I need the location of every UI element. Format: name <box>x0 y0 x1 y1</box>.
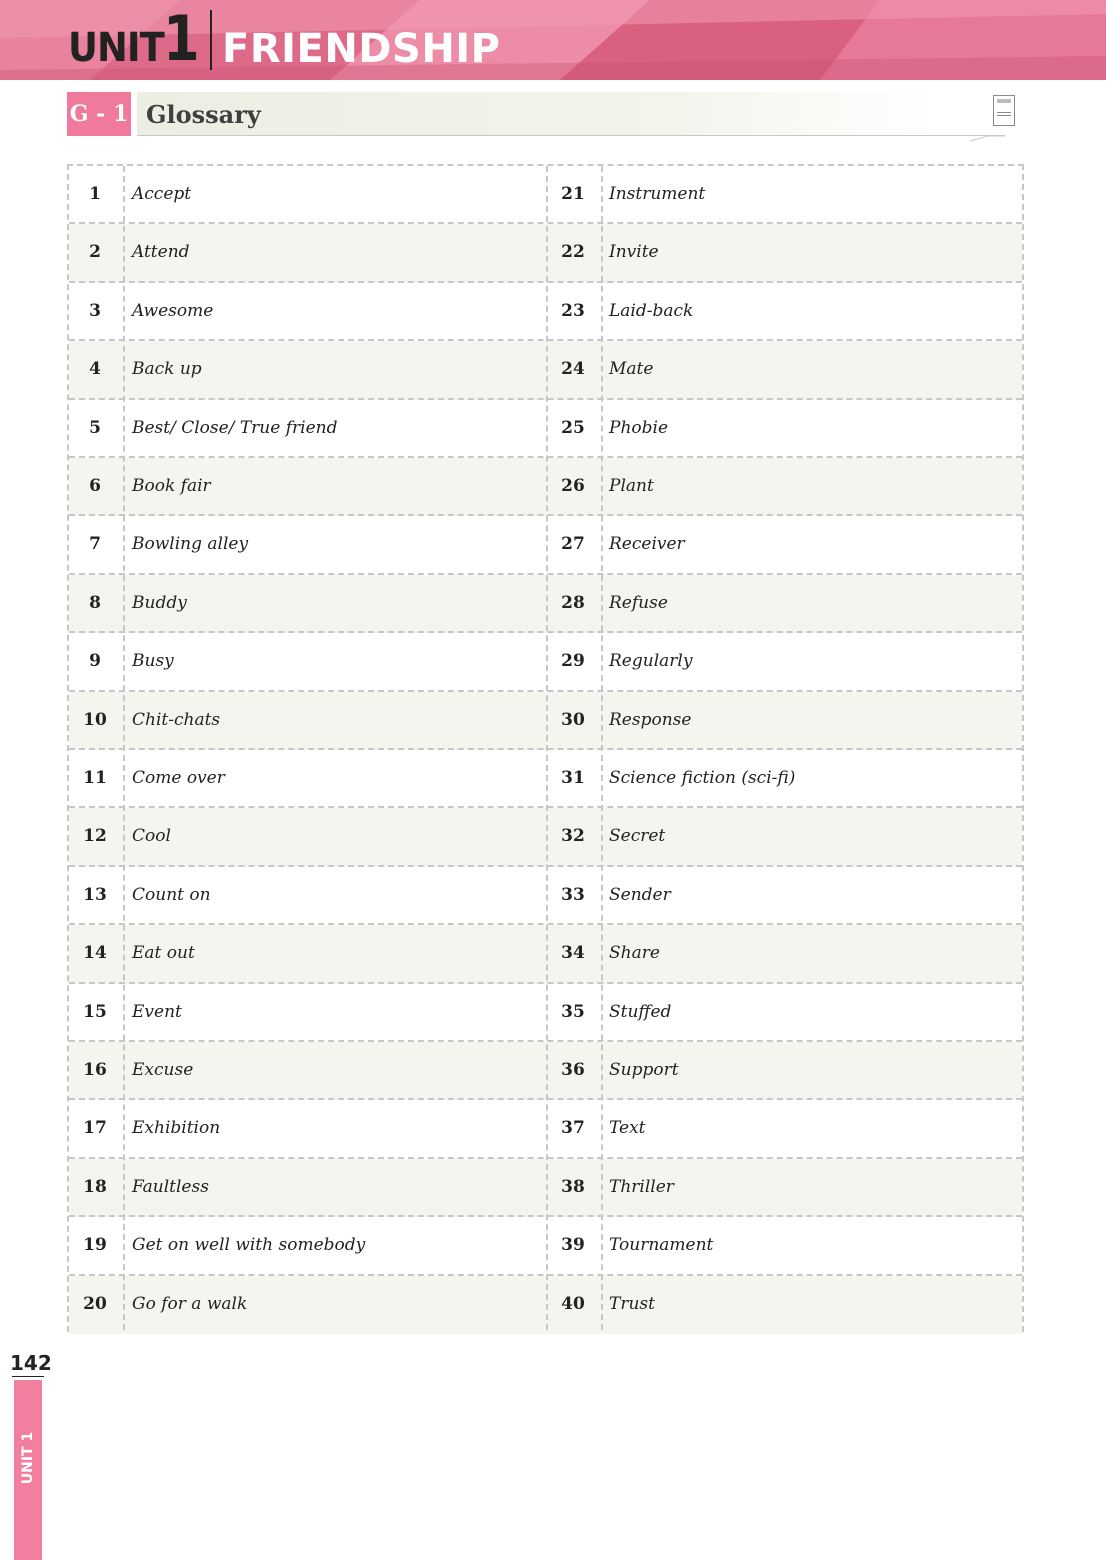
entry-number: 35 <box>561 1001 585 1022</box>
entry-number: 38 <box>561 1176 585 1197</box>
entry-term: Cool <box>132 826 171 847</box>
entry-term: Accept <box>132 184 192 204</box>
entry-number: 34 <box>561 943 585 964</box>
entry-term: Stuffed <box>609 1001 672 1022</box>
entry-number: 10 <box>83 709 107 730</box>
column-divider <box>601 166 603 1330</box>
entry-number: 31 <box>561 768 585 788</box>
entry-number: 29 <box>561 651 585 672</box>
section-title-bar <box>137 92 1027 136</box>
entry-term: Book fair <box>132 476 211 496</box>
entry-number: 40 <box>561 1293 585 1314</box>
entry-term: Trust <box>609 1293 655 1314</box>
entry-number: 24 <box>561 359 585 380</box>
entry-term: Bowling alley <box>132 534 249 555</box>
entry-term: Chit-chats <box>132 709 221 730</box>
column-divider <box>123 166 125 1330</box>
unit-side-tab-label: UNIT 1 <box>20 1431 36 1485</box>
entry-number: 19 <box>83 1235 107 1256</box>
entry-term: Invite <box>609 242 659 263</box>
entry-number: 3 <box>89 300 101 321</box>
page-number: 142 <box>10 1351 52 1375</box>
glossary-table <box>67 164 1024 1332</box>
entry-term: Busy <box>132 651 174 672</box>
entry-number: 2 <box>89 242 101 263</box>
unit-number: 1 <box>163 2 200 75</box>
entry-term: Tournament <box>609 1235 714 1256</box>
entry-number: 18 <box>83 1176 107 1197</box>
entry-number: 17 <box>83 1118 107 1139</box>
entry-number: 7 <box>89 534 101 555</box>
entry-term: Exhibition <box>132 1118 221 1139</box>
section-title: Glossary <box>146 100 261 129</box>
entry-number: 36 <box>561 1060 585 1080</box>
entry-number: 16 <box>83 1060 107 1080</box>
entry-number: 23 <box>561 300 585 321</box>
entry-term: Phobie <box>609 417 669 438</box>
entry-number: 22 <box>561 242 585 263</box>
entry-number: 21 <box>561 184 585 204</box>
entry-term: Response <box>609 709 692 730</box>
entry-term: Secret <box>609 826 666 847</box>
entry-number: 30 <box>561 709 585 730</box>
entry-term: Get on well with somebody <box>132 1235 366 1256</box>
entry-term: Laid-back <box>609 300 694 321</box>
unit-side-tab-label-wrap <box>14 1431 42 1485</box>
entry-term: Buddy <box>132 592 187 613</box>
entry-term: Awesome <box>132 300 214 321</box>
entry-number: 14 <box>83 943 107 964</box>
section-underline-hook <box>960 128 1020 142</box>
entry-number: 37 <box>561 1118 585 1139</box>
column-divider <box>546 166 548 1330</box>
section-underline <box>137 135 1005 136</box>
unit-title: FRIENDSHIP <box>222 26 501 72</box>
entry-term: Text <box>609 1118 646 1139</box>
entry-number: 1 <box>89 184 101 204</box>
entry-number: 9 <box>89 651 101 672</box>
page-number-rule <box>12 1376 44 1377</box>
entry-number: 32 <box>561 826 585 847</box>
unit-banner <box>0 0 1106 80</box>
entry-number: 39 <box>561 1235 585 1256</box>
book-icon <box>993 95 1015 126</box>
entry-term: Regularly <box>609 651 693 672</box>
entry-term: Eat out <box>132 943 195 964</box>
entry-number: 12 <box>83 826 107 847</box>
entry-number: 26 <box>561 476 585 496</box>
entry-term: Faultless <box>132 1176 209 1197</box>
entry-term: Receiver <box>609 534 685 555</box>
entry-term: Thriller <box>609 1176 674 1197</box>
entry-term: Share <box>609 943 660 964</box>
entry-number: 33 <box>561 884 585 905</box>
entry-number: 5 <box>89 417 101 438</box>
entry-number: 27 <box>561 534 585 555</box>
entry-term: Event <box>132 1001 182 1022</box>
entry-term: Instrument <box>609 184 706 204</box>
entry-number: 11 <box>83 768 107 788</box>
unit-divider <box>210 10 212 70</box>
unit-label: UNIT <box>68 25 164 71</box>
entry-term: Support <box>609 1060 679 1080</box>
entry-number: 8 <box>89 592 101 613</box>
entry-number: 4 <box>89 359 101 380</box>
entry-term: Go for a walk <box>132 1293 248 1314</box>
entry-term: Refuse <box>609 592 668 613</box>
entry-number: 20 <box>83 1293 107 1314</box>
entry-term: Count on <box>132 884 211 905</box>
entry-number: 13 <box>83 884 107 905</box>
entry-number: 25 <box>561 417 585 438</box>
entry-term: Sender <box>609 884 671 905</box>
entry-term: Come over <box>132 768 225 788</box>
entry-term: Plant <box>609 476 654 496</box>
entry-term: Best/ Close/ True friend <box>132 417 338 438</box>
entry-number: 6 <box>89 476 101 496</box>
entry-term: Back up <box>132 359 202 380</box>
entry-term: Attend <box>132 242 190 263</box>
entry-term: Mate <box>609 359 654 380</box>
entry-number: 28 <box>561 592 585 613</box>
entry-term: Science fiction (sci-fi) <box>609 768 796 788</box>
entry-term: Excuse <box>132 1060 194 1080</box>
entry-number: 15 <box>83 1001 107 1022</box>
section-code-badge: G - 1 <box>67 92 131 136</box>
